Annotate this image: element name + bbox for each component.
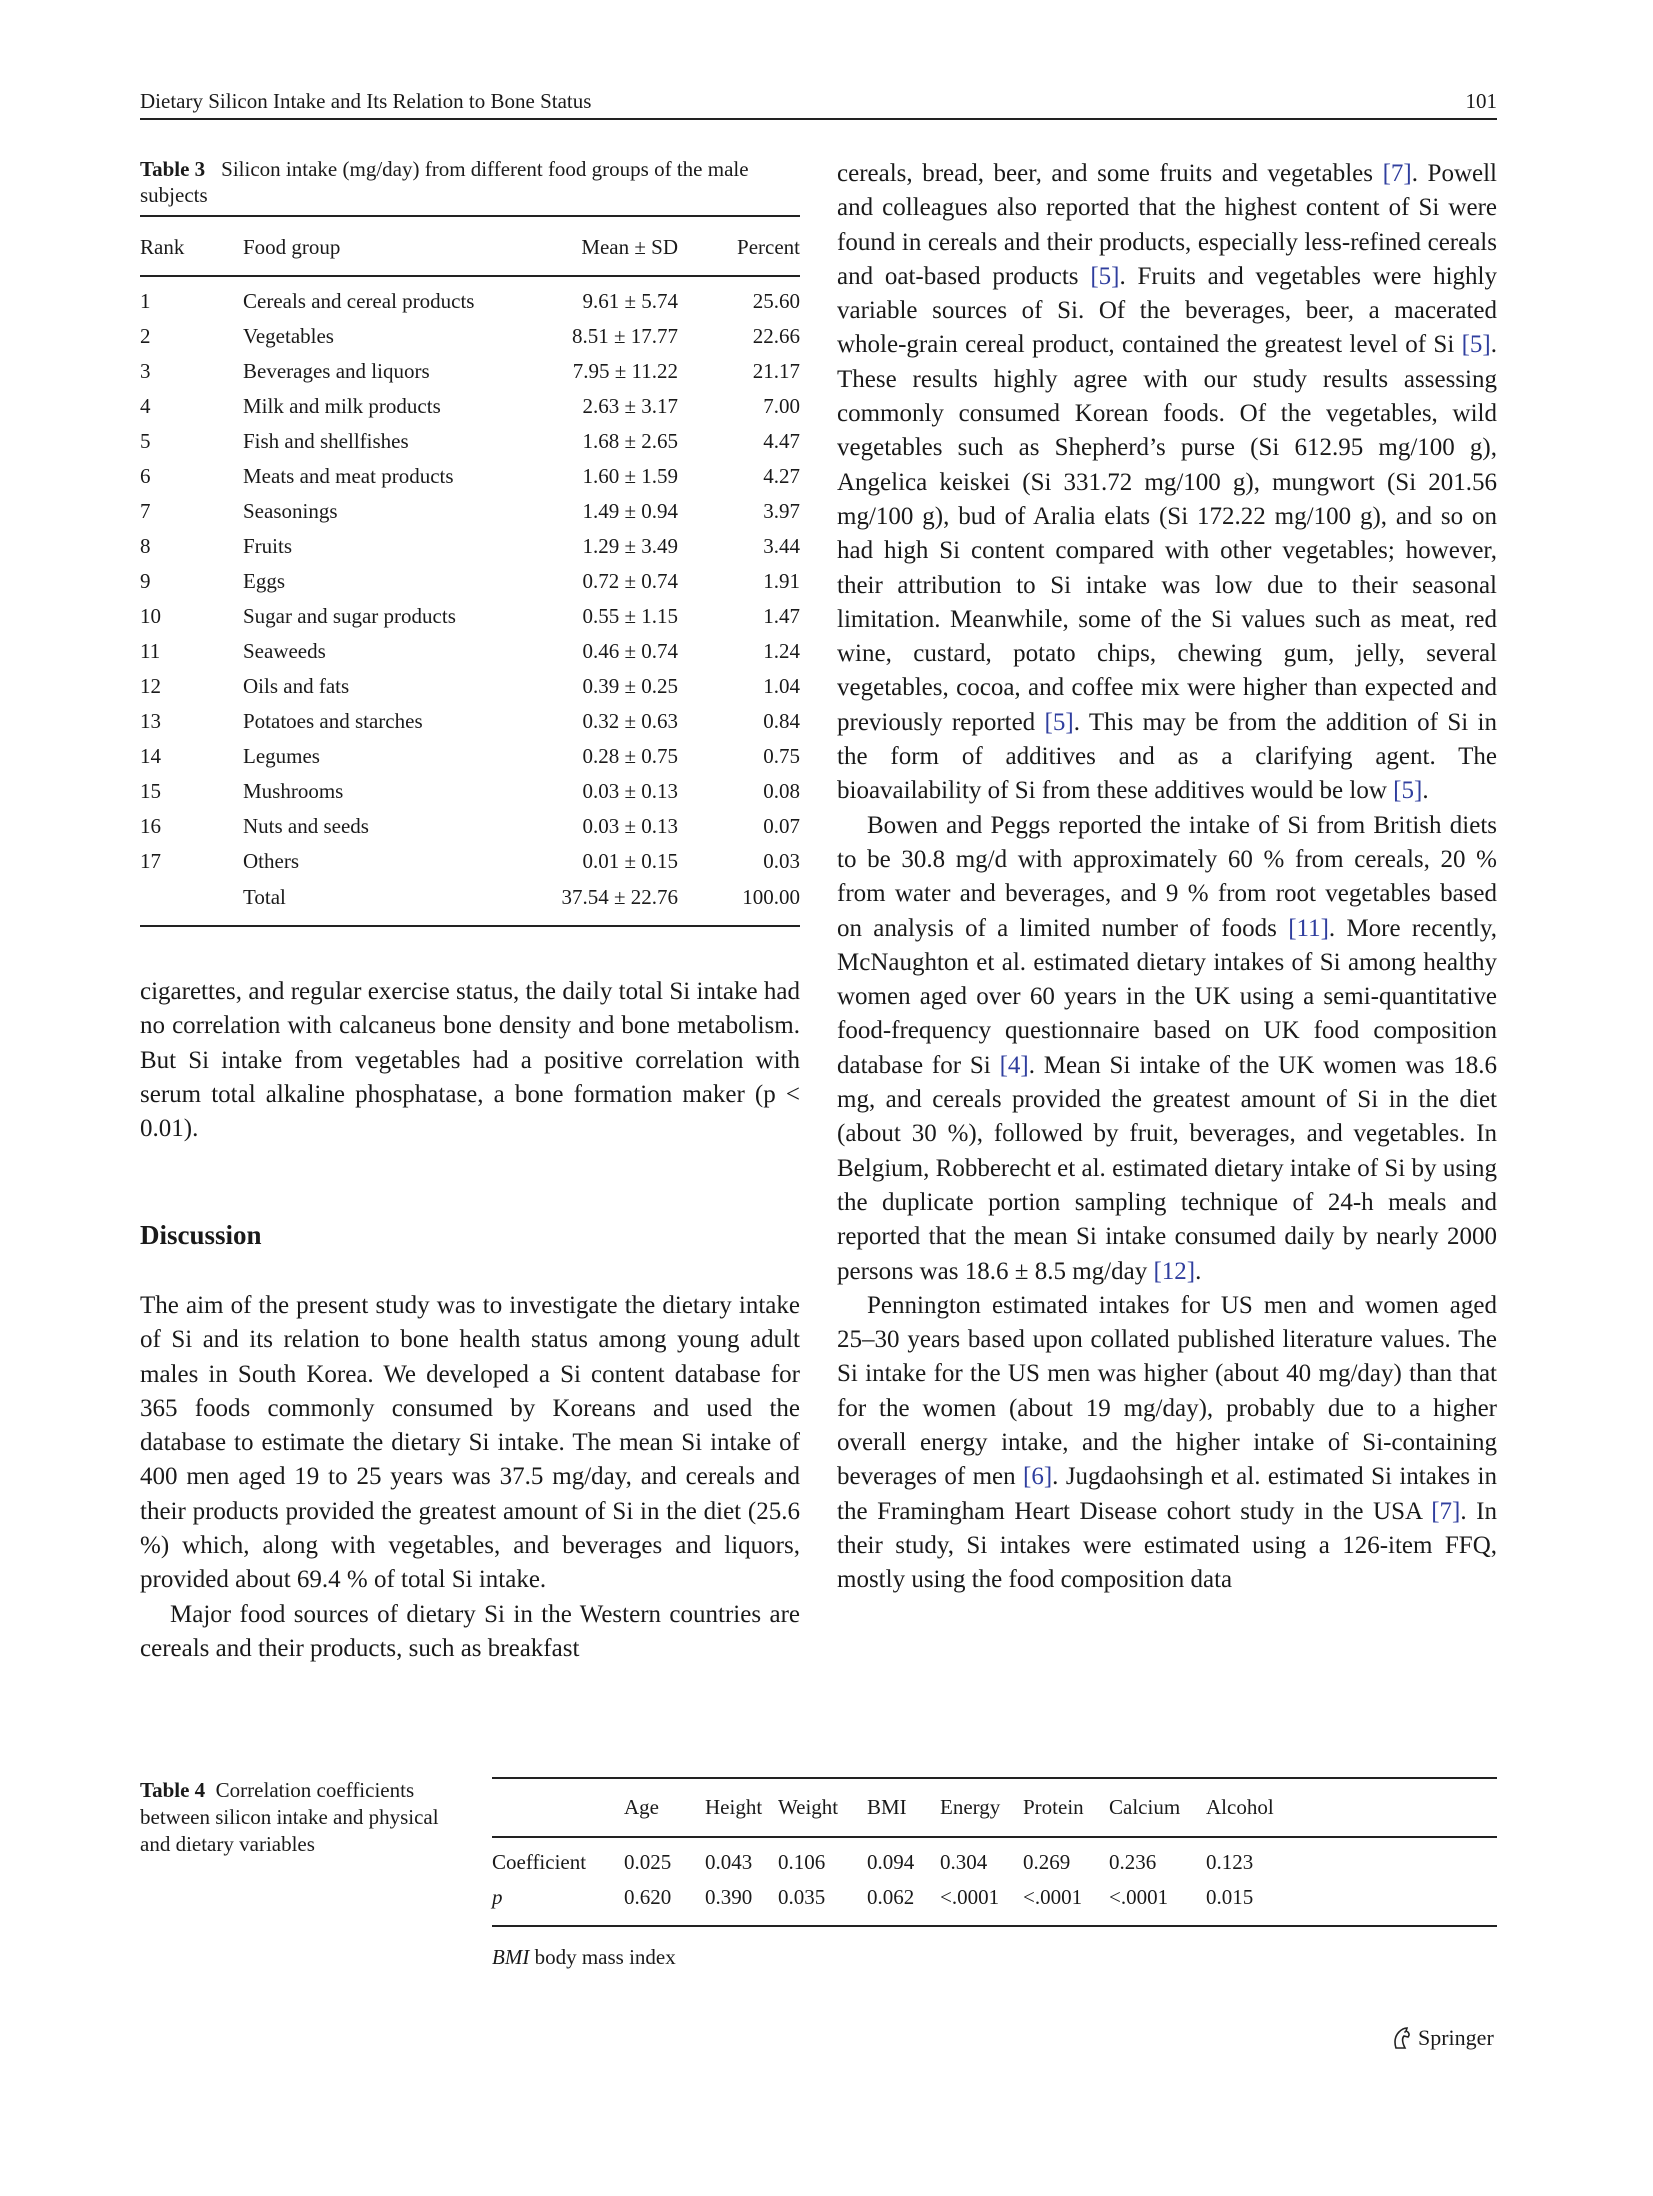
food-group-cell: Fish and shellfishes: [243, 429, 409, 453]
mean-sd-cell: 0.55 ± 1.15: [582, 604, 678, 628]
percent-cell: 0.75: [763, 744, 800, 768]
text-span: . These results highly agree with our study results assessing commonly consumed Korean foods. Of the vegetables, wild vegetables such as Shepherd’s purse (Si 612.95 mg/100 g), Angelica keiskei (Si 331.72 mg/100 g), mungwort (Si 201.56 mg/100 g), bud of Aralia elats (Si 172.22 mg/100 g), and so on had high Si content compared with other vegetables; however, their attribution to Si intake was low due to their seasonal limitation. Meanwhile, some of the Si values such as meat, red wine, custard, potato chips, chewing gum, jelly, several vegetables, cocoa, and coffee mix were higher than expected and previously reported: [837, 331, 1497, 736]
percent-cell: 1.91: [763, 569, 800, 593]
footnote-text: body mass index: [534, 1945, 676, 1969]
coefficient-cell: 0.123: [1206, 1850, 1254, 1874]
discussion-paragraph-2: Major food sources of dietary Si in the Western countries are cereals and their products, such as breakfast: [140, 1600, 800, 1662]
table-row: [140, 319, 800, 354]
p-value-cell: 0.035: [778, 1885, 826, 1909]
text-span: . Powell and colleagues also reported that the highest content of Si were found in cereals and their products, especially less-refined cereals and oat-based products: [837, 160, 1497, 290]
table3-caption-text: Silicon intake (mg/day) from different food groups of the male subjects: [140, 157, 749, 207]
table-row: [140, 844, 800, 879]
p-value-cell: <.0001: [1023, 1885, 1083, 1909]
percent-cell: 25.60: [752, 289, 800, 313]
mean-sd-cell: 9.61 ± 5.74: [582, 289, 678, 313]
table3-header-row: [140, 230, 800, 265]
food-group-cell: Meats and meat products: [243, 464, 454, 488]
percent-cell: 4.27: [763, 464, 800, 488]
rank-cell: 2: [140, 324, 151, 348]
text-span: .: [1195, 1257, 1202, 1285]
table-row: [140, 599, 800, 634]
table4-col-header: Height: [705, 1795, 763, 1819]
running-title: Dietary Silicon Intake and Its Relation to Bone Status: [140, 89, 592, 113]
food-group-cell: Fruits: [243, 534, 293, 558]
table-row: [140, 424, 800, 459]
text-span: . More recently, McNaughton et al. estimated dietary intakes of Si among healthy women aged over 60 years in the UK using a semi-quantitative food-frequency questionnaire based on UK food composition database for Si: [837, 914, 1497, 1079]
table3-col-rank: Rank: [140, 235, 185, 259]
table-row: [140, 389, 800, 424]
table-row: [140, 704, 800, 739]
table4-footnote: [492, 1945, 676, 1970]
rank-cell: 15: [140, 779, 161, 803]
coefficient-cell: 0.304: [940, 1850, 988, 1874]
p-value-cell: <.0001: [940, 1885, 1000, 1909]
food-group-cell: Potatoes and starches: [243, 709, 423, 733]
table3-col-mean-sd: Mean ± SD: [581, 235, 678, 259]
rank-cell: 11: [140, 639, 161, 663]
table4-caption: [140, 1777, 470, 1858]
percent-cell: 7.00: [763, 394, 800, 418]
text-span: . Fruits and vegetables were highly variable sources of Si. Of the beverages, beer, a macerated whole-grain cereal product, contained the greatest level of Si: [837, 262, 1498, 359]
food-group-cell: Others: [243, 849, 299, 873]
right-paragraph-1: [837, 157, 1497, 809]
percent-cell: 22.66: [752, 324, 800, 348]
p-value-cell: <.0001: [1109, 1885, 1169, 1909]
table3-col-food-group: Food group: [243, 235, 341, 259]
text-span: . Mean Si intake of the UK women was 18.6 mg, and cereals provided the greatest amount of Si in the diet (about 30 %), followed by fruit, beverages, and vegetables. In Belgium, Robberecht et al. estimated dietary intake of Si by using the duplicate portion sampling technique of 24-h meals and reported that the mean Si intake consumed daily by nearly 2000 persons was 18.6 ± 8.5 mg/day: [837, 1051, 1498, 1285]
p-value-cell: 0.620: [624, 1885, 672, 1909]
mean-sd-cell: 1.29 ± 3.49: [582, 534, 678, 558]
text-span: . In their study, Si intakes were estimated using a 126-item FFQ, mostly using the food composition data: [837, 1497, 1498, 1594]
rank-cell: 10: [140, 604, 161, 628]
publisher-name: Springer: [1418, 2025, 1494, 2050]
food-group-cell: Vegetables: [243, 324, 334, 348]
table-row: [140, 284, 800, 319]
percent-cell: 3.44: [763, 534, 800, 558]
citation-link[interactable]: [4]: [999, 1051, 1029, 1079]
text-span: Pennington estimated intakes for US men and women aged 25–30 years based upon collated published literature values. The Si intake for the US men was higher (about 40 mg/day) than that for the women (about 19 mg/day), probably due to a higher overall energy intake, and the higher intake of Si-containing beverages of men: [837, 1291, 1497, 1491]
p-value-cell: 0.062: [867, 1885, 915, 1909]
citation-link[interactable]: [5]: [1393, 777, 1423, 805]
rank-cell: 14: [140, 744, 161, 768]
table3-caption: [140, 156, 800, 208]
table4-col-header: BMI: [867, 1795, 907, 1819]
citation-link[interactable]: [5]: [1090, 262, 1120, 290]
percent-cell: 21.17: [752, 359, 800, 383]
table-row: [140, 880, 800, 915]
table4: [492, 1777, 1497, 1927]
publisher-logo: [1390, 2025, 1494, 2051]
results-paragraph: cigarettes, and regular exercise status, the daily total Si intake had no correlation with calcaneus bone density and bone metabolism. But Si intake from vegetables had a positive correlation with serum total alkaline phosphatase, a bone formation maker (p < 0.01).: [140, 978, 800, 1143]
rank-cell: 6: [140, 464, 151, 488]
springer-horse-icon: [1390, 2026, 1412, 2050]
table-row: [140, 634, 800, 669]
discussion-heading: Discussion: [140, 1220, 262, 1250]
coefficient-cell: 0.043: [705, 1850, 753, 1874]
coefficient-cell: 0.269: [1023, 1850, 1071, 1874]
citation-link[interactable]: [5]: [1461, 331, 1491, 359]
rank-cell: 13: [140, 709, 161, 733]
mean-sd-cell: 0.03 ± 0.13: [582, 814, 678, 838]
mean-sd-cell: 0.72 ± 0.74: [582, 569, 678, 593]
table4-col-header: Weight: [778, 1795, 839, 1819]
table-row: [140, 809, 800, 844]
mean-sd-cell: 37.54 ± 22.76: [561, 885, 678, 909]
table3-header: [140, 230, 800, 265]
rank-cell: 17: [140, 849, 161, 873]
coefficient-cell: 0.094: [867, 1850, 915, 1874]
rank-cell: 3: [140, 359, 151, 383]
text-span: . Jugdaohsingh et al. estimated Si intakes in the Framingham Heart Disease cohort study in the USA: [837, 1463, 1497, 1525]
running-header: [140, 88, 1497, 114]
table3-body: [140, 284, 800, 915]
coefficient-cell: 0.025: [624, 1850, 672, 1874]
right-paragraph-2: [837, 809, 1497, 1289]
coefficient-cell: 0.236: [1109, 1850, 1157, 1874]
table-row: [140, 739, 800, 774]
percent-cell: 0.03: [763, 849, 800, 873]
percent-cell: 1.47: [763, 604, 800, 628]
citation-link[interactable]: [5]: [1044, 708, 1074, 736]
citation-link[interactable]: [11]: [1288, 914, 1329, 942]
table-row: [140, 669, 800, 704]
table3-bottom-rule: [140, 925, 800, 927]
mean-sd-cell: 0.46 ± 0.74: [582, 639, 678, 663]
food-group-cell: Legumes: [243, 744, 320, 768]
discussion-paragraph-1: The aim of the present study was to investigate the dietary intake of Si and its relation to bone health status among young adult males in South Korea. We developed a Si content database for 365 foods commonly consumed by Koreans and used the database to estimate the dietary Si intake. The mean Si intake of 400 men aged 19 to 25 years was 37.5 mg/day, and cereals and their products provided the greatest amount of Si in the diet (25.6 %) which, along with vegetables, and beverages and liquors, provided about 69.4 % of total Si intake.: [140, 1292, 800, 1594]
percent-cell: 1.24: [763, 639, 800, 663]
food-group-cell: Cereals and cereal products: [243, 289, 475, 313]
table-row: [140, 354, 800, 389]
table3-col-percent: Percent: [737, 235, 800, 259]
mean-sd-cell: 1.68 ± 2.65: [582, 429, 678, 453]
mean-sd-cell: 0.28 ± 0.75: [582, 744, 678, 768]
percent-cell: 1.04: [763, 674, 800, 698]
citation-link[interactable]: [7]: [1382, 160, 1412, 187]
table4-col-header: Energy: [940, 1795, 1001, 1819]
citation-link[interactable]: [7]: [1431, 1497, 1461, 1525]
left-column-para1: [140, 975, 800, 1146]
footnote-abbreviation: BMI: [492, 1945, 530, 1969]
header-rule: [140, 118, 1497, 120]
table4-caption-text: Correlation coefficients between silicon intake and physical and dietary variables: [140, 1778, 439, 1856]
table3-label: Table 3: [140, 157, 206, 181]
table4-col-header: Age: [624, 1795, 659, 1819]
table4-bottom-rule: [492, 1925, 1497, 1927]
table4-col-header: Alcohol: [1206, 1795, 1274, 1819]
food-group-cell: Milk and milk products: [243, 394, 441, 418]
food-group-cell: Oils and fats: [243, 674, 350, 698]
right-column: [837, 157, 1497, 1597]
mean-sd-cell: 0.39 ± 0.25: [582, 674, 678, 698]
food-group-cell: Mushrooms: [243, 779, 344, 803]
food-group-cell: Eggs: [243, 569, 285, 593]
table3-header-rule: [140, 275, 800, 277]
table-row: [140, 459, 800, 494]
mean-sd-cell: 7.95 ± 11.22: [572, 359, 678, 383]
mean-sd-cell: 1.60 ± 1.59: [582, 464, 678, 488]
table4-col-header: Protein: [1023, 1795, 1084, 1819]
citation-link[interactable]: [12]: [1153, 1257, 1196, 1285]
table4-row-label: p: [492, 1885, 503, 1909]
table4-header-rule: [492, 1836, 1497, 1838]
rank-cell: 4: [140, 394, 151, 418]
mean-sd-cell: 0.32 ± 0.63: [582, 709, 678, 733]
p-value-cell: 0.390: [705, 1885, 753, 1909]
mean-sd-cell: 0.01 ± 0.15: [582, 849, 678, 873]
table4-col-header: Calcium: [1109, 1795, 1181, 1819]
right-paragraph-3: [837, 1289, 1497, 1598]
food-group-cell: Total: [243, 885, 286, 909]
text-span: .: [1422, 777, 1429, 805]
page-number: 101: [1465, 89, 1497, 113]
percent-cell: 3.97: [763, 499, 800, 523]
text-span: cereals, bread, beer, and some fruits and vegetables: [837, 160, 1383, 187]
percent-cell: 0.08: [763, 779, 800, 803]
rank-cell: 12: [140, 674, 161, 698]
food-group-cell: Seasonings: [243, 499, 338, 523]
table-row: [140, 774, 800, 809]
food-group-cell: Beverages and liquors: [243, 359, 430, 383]
percent-cell: 100.00: [742, 885, 800, 909]
food-group-cell: Nuts and seeds: [243, 814, 369, 838]
table-row: [140, 494, 800, 529]
p-value-cell: 0.015: [1206, 1885, 1254, 1909]
food-group-cell: Seaweeds: [243, 639, 326, 663]
rank-cell: 5: [140, 429, 151, 453]
rank-cell: 9: [140, 569, 151, 593]
table4-row-label: Coefficient: [492, 1850, 587, 1874]
percent-cell: 4.47: [763, 429, 800, 453]
table-row: [140, 564, 800, 599]
food-group-cell: Sugar and sugar products: [243, 604, 456, 628]
percent-cell: 0.07: [763, 814, 800, 838]
table-row: [140, 529, 800, 564]
mean-sd-cell: 0.03 ± 0.13: [582, 779, 678, 803]
rank-cell: 16: [140, 814, 161, 838]
rank-cell: 1: [140, 289, 151, 313]
table4-label: Table 4: [140, 1778, 206, 1802]
coefficient-cell: 0.106: [778, 1850, 826, 1874]
rank-cell: 8: [140, 534, 151, 558]
text-span: . This may be from the addition of Si in the form of additives and as a clarifying agent. The bioavailability of Si from these additives would be low: [837, 708, 1497, 805]
mean-sd-cell: 2.63 ± 3.17: [582, 394, 678, 418]
percent-cell: 0.84: [763, 709, 800, 733]
mean-sd-cell: 1.49 ± 0.94: [582, 499, 678, 523]
left-column-discussion: [140, 1289, 800, 1666]
mean-sd-cell: 8.51 ± 17.77: [571, 324, 678, 348]
citation-link[interactable]: [6]: [1023, 1463, 1053, 1491]
text-span: Bowen and Peggs reported the intake of Si from British diets to be 30.8 mg/d with approximately 60 % from cereals, 20 % from water and beverages, and 9 % from root vegetables based on analysis of a limited number of foods: [837, 811, 1497, 942]
table3-top-rule: [140, 215, 800, 217]
rank-cell: 7: [140, 499, 151, 523]
